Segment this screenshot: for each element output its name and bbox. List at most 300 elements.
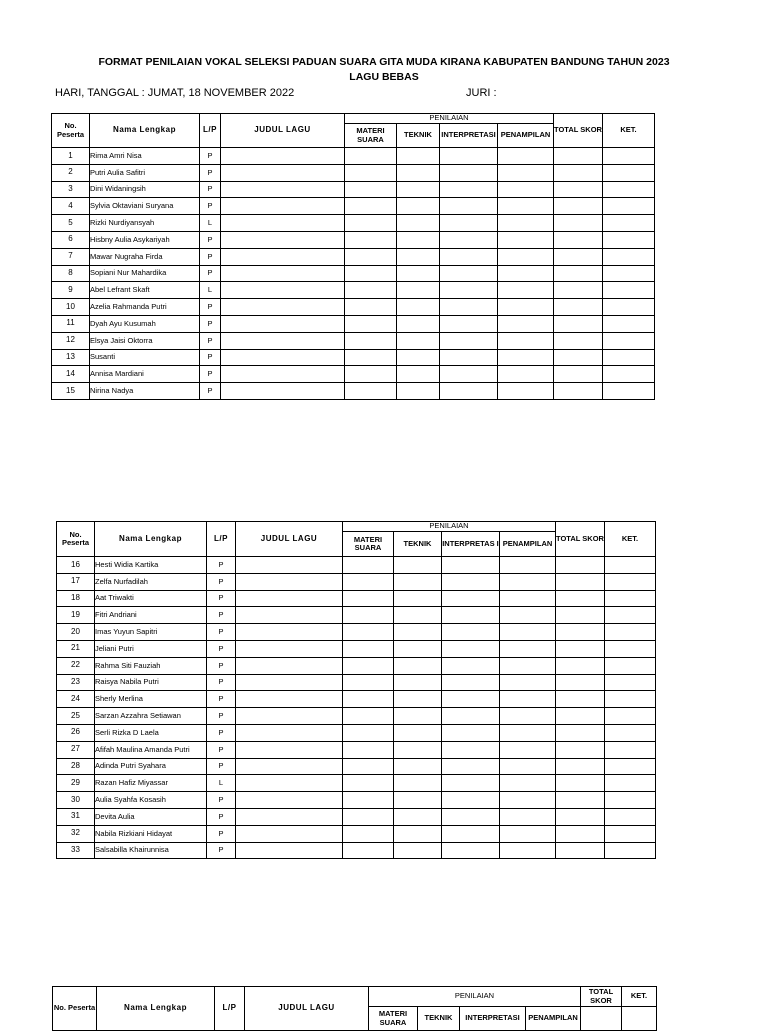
judul-lagu-cell xyxy=(221,383,345,400)
participant-gender: P xyxy=(207,691,236,708)
judul-lagu-cell xyxy=(236,708,343,725)
teknik-cell xyxy=(397,231,440,248)
ket-cell xyxy=(603,299,655,316)
ket-cell xyxy=(605,808,656,825)
teknik-cell xyxy=(397,349,440,366)
col-interpretasi: INTERPRETASI xyxy=(460,1007,526,1031)
teknik-cell xyxy=(394,825,442,842)
judul-lagu-cell xyxy=(236,842,343,859)
teknik-cell xyxy=(397,164,440,181)
penampilan-cell xyxy=(500,624,556,641)
penampilan-cell xyxy=(500,825,556,842)
col-lp: L/P xyxy=(207,522,236,557)
judul-lagu-cell xyxy=(221,181,345,198)
table-row xyxy=(52,231,655,248)
participant-number: 14 xyxy=(52,366,90,383)
judul-lagu-cell xyxy=(236,825,343,842)
table-row xyxy=(52,332,655,349)
ket-cell xyxy=(603,265,655,282)
participant-gender: L xyxy=(200,215,221,232)
penampilan-cell xyxy=(500,724,556,741)
total-skor-cell xyxy=(556,724,605,741)
participant-name: Mawar Nugraha Firda xyxy=(90,248,200,265)
total-skor-cell xyxy=(554,383,603,400)
participant-number: 5 xyxy=(52,215,90,232)
participant-name: Sarzan Azzahra Setiawan xyxy=(95,708,207,725)
total-skor-cell xyxy=(556,640,605,657)
penampilan-cell xyxy=(498,366,554,383)
participant-number: 22 xyxy=(57,657,95,674)
interpretasi-cell xyxy=(442,573,500,590)
participant-gender: P xyxy=(207,557,236,574)
interpretasi-cell xyxy=(442,657,500,674)
materi-suara-cell xyxy=(343,758,394,775)
ket-cell xyxy=(605,573,656,590)
interpretasi-cell xyxy=(440,383,498,400)
teknik-cell xyxy=(394,640,442,657)
participant-gender: P xyxy=(200,148,221,165)
judul-lagu-cell xyxy=(236,792,343,809)
total-skor-cell xyxy=(554,215,603,232)
total-skor-cell xyxy=(554,231,603,248)
interpretasi-cell xyxy=(442,624,500,641)
interpretasi-cell xyxy=(442,724,500,741)
teknik-cell xyxy=(394,624,442,641)
materi-suara-cell xyxy=(345,366,397,383)
col-teknik: TEKNIK xyxy=(418,1007,460,1031)
ket-cell xyxy=(622,1007,657,1031)
judul-lagu-cell xyxy=(221,231,345,248)
materi-suara-cell xyxy=(345,282,397,299)
total-skor-cell xyxy=(556,573,605,590)
participant-gender: P xyxy=(200,231,221,248)
materi-suara-cell xyxy=(345,148,397,165)
total-skor-cell xyxy=(554,164,603,181)
col-lp: L/P xyxy=(200,114,221,148)
form-title: FORMAT PENILAIAN VOKAL SELEKSI PADUAN SUARA GITA MUDA KIRANA KABUPATEN BANDUNG TAHUN 2023 xyxy=(98,56,670,68)
participant-number: 1 xyxy=(52,148,90,165)
total-skor-cell xyxy=(556,557,605,574)
participant-gender: P xyxy=(207,724,236,741)
participant-name: Jeliani Putri xyxy=(95,640,207,657)
participant-gender: P xyxy=(207,607,236,624)
teknik-cell xyxy=(397,299,440,316)
penampilan-cell xyxy=(498,383,554,400)
col-judul-lagu: JUDUL LAGU xyxy=(245,987,369,1031)
col-no-peserta: No. Peserta xyxy=(53,987,97,1031)
participant-gender: P xyxy=(207,573,236,590)
col-judul-lagu: JUDUL LAGU xyxy=(221,114,345,148)
interpretasi-cell xyxy=(442,691,500,708)
materi-suara-cell xyxy=(343,557,394,574)
participant-name: Salsabilla Khairunnisa xyxy=(95,842,207,859)
col-interpretasi: INTERPRETAS I xyxy=(442,532,500,557)
interpretasi-cell xyxy=(440,265,498,282)
teknik-cell xyxy=(394,724,442,741)
materi-suara-cell xyxy=(343,624,394,641)
juri-label: JURI : xyxy=(466,87,497,99)
participant-name: Hesti Widia Kartika xyxy=(95,557,207,574)
judul-lagu-cell xyxy=(221,366,345,383)
ket-cell xyxy=(603,231,655,248)
materi-suara-cell xyxy=(345,265,397,282)
col-total-skor: TOTAL SKOR xyxy=(581,987,622,1007)
interpretasi-cell xyxy=(440,299,498,316)
participant-name: Adinda Putri Syahara xyxy=(95,758,207,775)
participant-number: 28 xyxy=(57,758,95,775)
participant-number: 12 xyxy=(52,332,90,349)
teknik-cell xyxy=(394,708,442,725)
col-materi-suara: MATERI SUARA xyxy=(345,124,397,148)
teknik-cell xyxy=(397,383,440,400)
penampilan-cell xyxy=(500,792,556,809)
total-skor-cell xyxy=(554,265,603,282)
participant-name: Dini Widaningsih xyxy=(90,181,200,198)
penampilan-cell xyxy=(498,282,554,299)
participant-name: Sopiani Nur Mahardika xyxy=(90,265,200,282)
ket-cell xyxy=(603,366,655,383)
col-no-peserta: No. Peserta xyxy=(52,114,90,148)
interpretasi-cell xyxy=(442,640,500,657)
participant-gender: P xyxy=(200,198,221,215)
participant-name: Razan Hafiz Miyassar xyxy=(95,775,207,792)
ket-cell xyxy=(603,181,655,198)
penampilan-cell xyxy=(500,842,556,859)
total-skor-cell xyxy=(556,825,605,842)
total-skor-cell xyxy=(556,691,605,708)
interpretasi-cell xyxy=(442,775,500,792)
form-subtitle: LAGU BEBAS xyxy=(349,71,419,83)
total-skor-cell xyxy=(556,808,605,825)
table-row xyxy=(52,265,655,282)
interpretasi-cell xyxy=(442,842,500,859)
judul-lagu-cell xyxy=(221,349,345,366)
participant-number: 15 xyxy=(52,383,90,400)
table-row xyxy=(57,724,656,741)
participant-name: Rima Amri Nisa xyxy=(90,148,200,165)
participant-gender: P xyxy=(207,624,236,641)
interpretasi-cell xyxy=(440,198,498,215)
interpretasi-cell xyxy=(442,708,500,725)
participant-number: 27 xyxy=(57,741,95,758)
ket-cell xyxy=(605,825,656,842)
interpretasi-cell xyxy=(442,825,500,842)
interpretasi-cell xyxy=(440,164,498,181)
total-skor-cell xyxy=(554,282,603,299)
judul-lagu-cell xyxy=(236,640,343,657)
participant-gender: P xyxy=(207,590,236,607)
total-skor-cell xyxy=(556,792,605,809)
participant-gender: L xyxy=(207,775,236,792)
interpretasi-cell xyxy=(440,181,498,198)
col-ket: KET. xyxy=(603,114,655,148)
col-penilaian: PENILAIAN xyxy=(345,114,554,124)
total-skor-cell xyxy=(556,674,605,691)
penampilan-cell xyxy=(500,741,556,758)
materi-suara-cell xyxy=(343,808,394,825)
penampilan-cell xyxy=(500,640,556,657)
teknik-cell xyxy=(397,282,440,299)
col-penampilan: PENAMPILAN xyxy=(526,1007,581,1031)
table-row xyxy=(52,215,655,232)
participant-number: 31 xyxy=(57,808,95,825)
table-row xyxy=(52,383,655,400)
teknik-cell xyxy=(397,315,440,332)
participant-number: 3 xyxy=(52,181,90,198)
materi-suara-cell xyxy=(343,842,394,859)
participant-number: 11 xyxy=(52,315,90,332)
materi-suara-cell xyxy=(343,674,394,691)
materi-suara-cell xyxy=(343,792,394,809)
total-skor-cell xyxy=(556,624,605,641)
teknik-cell xyxy=(394,691,442,708)
interpretasi-cell xyxy=(440,148,498,165)
ket-cell xyxy=(605,691,656,708)
participant-number: 30 xyxy=(57,792,95,809)
participant-name: Fitri Andriani xyxy=(95,607,207,624)
teknik-cell xyxy=(397,248,440,265)
teknik-cell xyxy=(394,607,442,624)
participant-name: Zelfa Nurfadilah xyxy=(95,573,207,590)
interpretasi-cell xyxy=(442,557,500,574)
teknik-cell xyxy=(394,590,442,607)
col-no-peserta: No. Peserta xyxy=(57,522,95,557)
participant-number: 23 xyxy=(57,674,95,691)
participant-gender: P xyxy=(207,842,236,859)
total-skor-cell xyxy=(554,299,603,316)
participant-number: 17 xyxy=(57,573,95,590)
penampilan-cell xyxy=(498,315,554,332)
materi-suara-cell xyxy=(343,640,394,657)
participant-name: Raisya Nabila Putri xyxy=(95,674,207,691)
materi-suara-cell xyxy=(343,657,394,674)
penampilan-cell xyxy=(498,215,554,232)
penampilan-cell xyxy=(498,265,554,282)
participant-number: 25 xyxy=(57,708,95,725)
table-row xyxy=(57,842,656,859)
judul-lagu-cell xyxy=(236,691,343,708)
judul-lagu-cell xyxy=(221,315,345,332)
participant-name: Dyah Ayu Kusumah xyxy=(90,315,200,332)
penampilan-cell xyxy=(498,332,554,349)
participant-number: 9 xyxy=(52,282,90,299)
teknik-cell xyxy=(397,181,440,198)
participant-gender: P xyxy=(200,366,221,383)
ket-cell xyxy=(605,775,656,792)
col-nama-lengkap: Nama Lengkap xyxy=(97,987,215,1031)
ket-cell xyxy=(603,148,655,165)
interpretasi-cell xyxy=(440,349,498,366)
penampilan-cell xyxy=(498,231,554,248)
ket-cell xyxy=(605,607,656,624)
interpretasi-cell xyxy=(440,215,498,232)
score-table-3 xyxy=(52,986,657,1031)
col-judul-lagu: JUDUL LAGU xyxy=(236,522,343,557)
materi-suara-cell xyxy=(343,825,394,842)
interpretasi-cell xyxy=(442,741,500,758)
table-row xyxy=(57,573,656,590)
total-cell xyxy=(581,1007,622,1031)
materi-suara-cell xyxy=(345,383,397,400)
teknik-cell xyxy=(394,573,442,590)
interpretasi-cell xyxy=(440,231,498,248)
judul-lagu-cell xyxy=(221,248,345,265)
col-ket: KET. xyxy=(605,522,656,557)
participant-gender: L xyxy=(200,282,221,299)
judul-lagu-cell xyxy=(236,758,343,775)
penampilan-cell xyxy=(498,181,554,198)
penampilan-cell xyxy=(498,349,554,366)
total-skor-cell xyxy=(556,842,605,859)
teknik-cell xyxy=(397,148,440,165)
total-skor-cell xyxy=(554,248,603,265)
teknik-cell xyxy=(397,198,440,215)
col-materi-suara: MATERI SUARA xyxy=(343,532,394,557)
ket-cell xyxy=(603,282,655,299)
ket-cell xyxy=(605,590,656,607)
interpretasi-cell xyxy=(442,808,500,825)
table-row xyxy=(57,792,656,809)
ket-cell xyxy=(605,708,656,725)
judul-lagu-cell xyxy=(221,332,345,349)
participant-name: Serli Rizka D Laela xyxy=(95,724,207,741)
participant-number: 8 xyxy=(52,265,90,282)
teknik-cell xyxy=(394,741,442,758)
interpretasi-cell xyxy=(440,248,498,265)
table-row xyxy=(52,148,655,165)
judul-lagu-cell xyxy=(236,724,343,741)
col-penampilan: PENAMPILAN xyxy=(498,124,554,148)
penampilan-cell xyxy=(498,299,554,316)
participant-gender: P xyxy=(207,758,236,775)
ket-cell xyxy=(603,248,655,265)
judul-lagu-cell xyxy=(221,265,345,282)
table-row xyxy=(52,198,655,215)
participant-name: Rizki Nurdiyansyah xyxy=(90,215,200,232)
col-nama-lengkap: Nama Lengkap xyxy=(90,114,200,148)
judul-lagu-cell xyxy=(236,590,343,607)
col-total-skor: TOTAL SKOR xyxy=(554,114,603,148)
participant-number: 20 xyxy=(57,624,95,641)
interpretasi-cell xyxy=(442,607,500,624)
table-row xyxy=(57,607,656,624)
participant-gender: P xyxy=(207,741,236,758)
judul-lagu-cell xyxy=(221,148,345,165)
total-skor-cell xyxy=(554,181,603,198)
score-table-1 xyxy=(51,113,655,400)
ket-cell xyxy=(603,349,655,366)
materi-suara-cell xyxy=(345,164,397,181)
table-row xyxy=(52,299,655,316)
participant-name: Aat Triwakti xyxy=(95,590,207,607)
ket-cell xyxy=(605,724,656,741)
participant-gender: P xyxy=(207,657,236,674)
ket-cell xyxy=(605,674,656,691)
interpretasi-cell xyxy=(442,590,500,607)
participant-number: 7 xyxy=(52,248,90,265)
ket-cell xyxy=(605,758,656,775)
interpretasi-cell xyxy=(440,332,498,349)
participant-name: Sherly Merlina xyxy=(95,691,207,708)
total-skor-cell xyxy=(554,349,603,366)
total-skor-cell xyxy=(556,775,605,792)
participant-gender: P xyxy=(200,265,221,282)
teknik-cell xyxy=(394,674,442,691)
participant-gender: P xyxy=(200,164,221,181)
table-row xyxy=(57,708,656,725)
col-materi-suara: MATERI SUARA xyxy=(369,1007,418,1031)
total-skor-cell xyxy=(556,607,605,624)
col-teknik: TEKNIK xyxy=(394,532,442,557)
participant-number: 19 xyxy=(57,607,95,624)
ket-cell xyxy=(603,198,655,215)
materi-suara-cell xyxy=(345,315,397,332)
participant-name: Annisa Mardiani xyxy=(90,366,200,383)
penampilan-cell xyxy=(500,557,556,574)
ket-cell xyxy=(603,164,655,181)
ket-cell xyxy=(603,383,655,400)
participant-name: Sylvia Oktaviani Suryana xyxy=(90,198,200,215)
table-row xyxy=(57,691,656,708)
judul-lagu-cell xyxy=(236,624,343,641)
participant-name: Devita Aulia xyxy=(95,808,207,825)
ket-cell xyxy=(603,332,655,349)
ket-cell xyxy=(605,624,656,641)
participant-gender: P xyxy=(207,792,236,809)
col-teknik: TEKNIK xyxy=(397,124,440,148)
participant-number: 33 xyxy=(57,842,95,859)
date-line: HARI, TANGGAL : JUMAT, 18 NOVEMBER 2022 xyxy=(55,87,295,99)
materi-suara-cell xyxy=(345,349,397,366)
participant-gender: P xyxy=(200,181,221,198)
participant-name: Afifah Maulina Amanda Putri xyxy=(95,741,207,758)
ket-cell xyxy=(605,842,656,859)
total-skor-cell xyxy=(556,758,605,775)
participant-name: Nabila Rizkiani Hidayat xyxy=(95,825,207,842)
judul-lagu-cell xyxy=(236,808,343,825)
participant-number: 29 xyxy=(57,775,95,792)
participant-name: Azelia Rahmanda Putri xyxy=(90,299,200,316)
teknik-cell xyxy=(397,366,440,383)
teknik-cell xyxy=(397,265,440,282)
table-row xyxy=(52,349,655,366)
participant-number: 21 xyxy=(57,640,95,657)
ket-cell xyxy=(603,315,655,332)
penampilan-cell xyxy=(500,808,556,825)
participant-number: 18 xyxy=(57,590,95,607)
table-2-body xyxy=(57,557,656,859)
table-row xyxy=(57,590,656,607)
materi-suara-cell xyxy=(343,741,394,758)
teknik-cell xyxy=(394,775,442,792)
participant-name: Nirina Nadya xyxy=(90,383,200,400)
table-row xyxy=(57,741,656,758)
interpretasi-cell xyxy=(440,282,498,299)
judul-lagu-cell xyxy=(236,573,343,590)
materi-suara-cell xyxy=(343,691,394,708)
materi-suara-cell xyxy=(345,332,397,349)
teknik-cell xyxy=(394,758,442,775)
penampilan-cell xyxy=(500,708,556,725)
total-skor-cell xyxy=(556,590,605,607)
judul-lagu-cell xyxy=(221,164,345,181)
col-total-skor: TOTAL SKOR xyxy=(556,522,605,557)
materi-suara-cell xyxy=(343,573,394,590)
judul-lagu-cell xyxy=(236,775,343,792)
table-row xyxy=(57,808,656,825)
participant-number: 26 xyxy=(57,724,95,741)
materi-suara-cell xyxy=(345,198,397,215)
